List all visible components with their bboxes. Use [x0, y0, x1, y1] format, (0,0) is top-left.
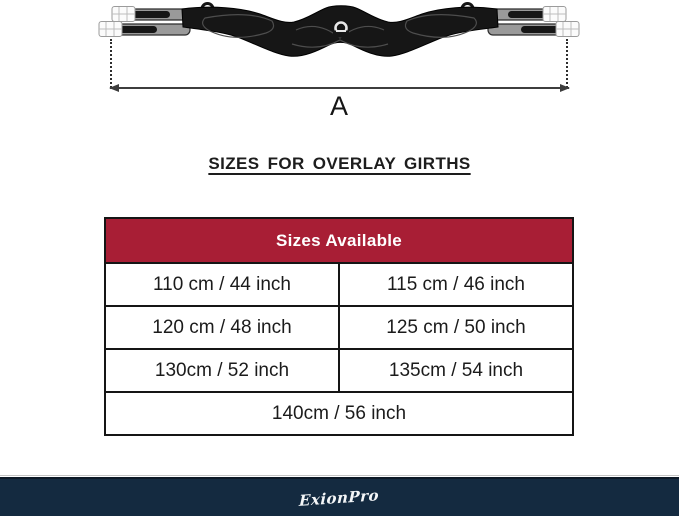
- table-header-cell: Sizes Available: [105, 218, 573, 263]
- dimension-extension-left: [110, 39, 112, 88]
- dimension-arrow-line: [110, 87, 569, 89]
- size-cell: 120 cm / 48 inch: [105, 306, 339, 349]
- table-row: [105, 392, 573, 435]
- size-cell-full-width: 140cm / 56 inch: [105, 392, 573, 435]
- table-row: [105, 349, 573, 392]
- size-table: [104, 217, 574, 436]
- size-cell: 115 cm / 46 inch: [339, 263, 573, 306]
- footer-bar: [0, 477, 679, 516]
- exionpro-logo: ExionPro: [299, 485, 380, 510]
- dimension-label: A: [329, 91, 349, 121]
- table-row: [105, 263, 573, 306]
- girth-product-image: [0, 0, 679, 80]
- size-cell: 130cm / 52 inch: [105, 349, 339, 392]
- table-row: [105, 306, 573, 349]
- table-header-row: [105, 218, 573, 263]
- size-cell: 135cm / 54 inch: [339, 349, 573, 392]
- size-cell: 110 cm / 44 inch: [105, 263, 339, 306]
- dimension-extension-right: [566, 39, 568, 88]
- size-cell: 125 cm / 50 inch: [339, 306, 573, 349]
- page-title: SIZES FOR OVERLAY GIRTHS: [208, 154, 471, 173]
